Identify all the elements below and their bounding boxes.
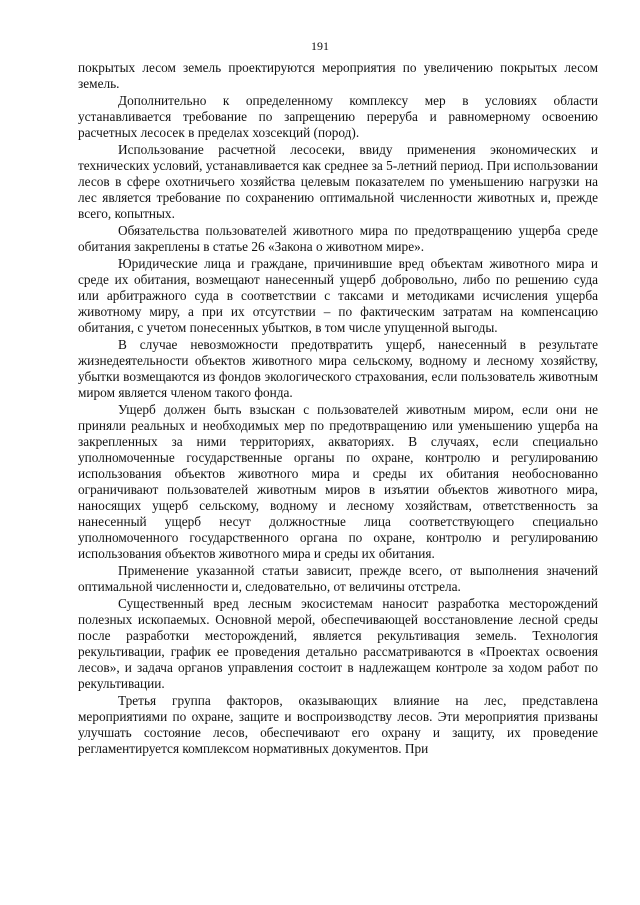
paragraph: Существенный вред лесным экосистемам наносит разработка месторождений полезных ископаемых. Основной мерой, обеспечивающей восстановление лесной среды после разработки месторождений, является рекультивация земель. Технология рекультивации, график ее проведения детально рассматриваются в «Проектах освоения лесов», и задача органов управления состоит в надлежащем контроле за ходом работ по рекультивации. bbox=[78, 596, 598, 691]
paragraph: Дополнительно к определенному комплексу мер в условиях области устанавливается требование по запрещению переруба и равномерному освоению расчетных лесосек в пределах хозсекций (пород). bbox=[78, 93, 598, 140]
page-number: 191 bbox=[311, 39, 329, 53]
paragraph: Третья группа факторов, оказывающих влияние на лес, представлена мероприятиями по охране, защите и воспроизводству лесов. Эти мероприятия призваны улучшать состояние лесов, обеспечивают его охрану и защиту, их проведение регламентируется комплексом нормативных документов. При bbox=[78, 693, 598, 756]
paragraph-continuation: покрытых лесом земель проектируются мероприятия по увеличению покрытых лесом земель. bbox=[78, 60, 598, 91]
paragraph: Юридические лица и граждане, причинившие вред объектам животного мира и среде их обитания, возмещают нанесенный ущерб добровольно, либо по решению суда или арбитражного суда в соответствии с таксами и методиками исчисления ущерба животному миру, а при их отсутствии – по фактическим затратам на компенсацию обитания, с учетом понесенных убытков, в том числе упущенной выгоды. bbox=[78, 256, 598, 335]
paragraph: Использование расчетной лесосеки, ввиду применения экономических и технических условий, устанавливается как среднее за 5-летний период. При использовании лесов в сфере охотничьего хозяйства целевым показателем по уменьшению нагрузки на лес является требование по сохранению оптимальной численности животных и, прежде всего, копытных. bbox=[78, 142, 598, 221]
document-body bbox=[78, 60, 598, 757]
paragraph: Применение указанной статьи зависит, прежде всего, от выполнения значений оптимальной численности и, следовательно, от величины отстрела. bbox=[78, 563, 598, 594]
paragraph: В случае невозможности предотвратить ущерб, нанесенный в результате жизнедеятельности объектов животного мира сельскому, водному и лесному хозяйству, убытки возмещаются из фондов экологического страхования, если пользователь животным миром является членом такого фонда. bbox=[78, 337, 598, 400]
paragraph: Обязательства пользователей животного мира по предотвращению ущерба среде обитания закреплены в статье 26 «Закона о животном мире». bbox=[78, 223, 598, 254]
paragraph: Ущерб должен быть взыскан с пользователей животным миром, если они не приняли реальных и необходимых мер по предотвращению или уменьшению ущерба на закрепленных за ними территориях, акваториях. В случаях, если специально уполномоченные государственные органы по охране, контролю и регулированию использования объектов животного мира и среды их обитания необоснованно ограничивают пользователей животным миров в изъятии объектов животного мира, наносящих ущерб сельскому, водному и лесному хозяйствам, ответственность за нанесенный ущерб несут должностные лица соответствующего специально уполномоченного государственного органа по охране, контролю и регулированию использования объектов животного мира и среды их обитания. bbox=[78, 402, 598, 561]
